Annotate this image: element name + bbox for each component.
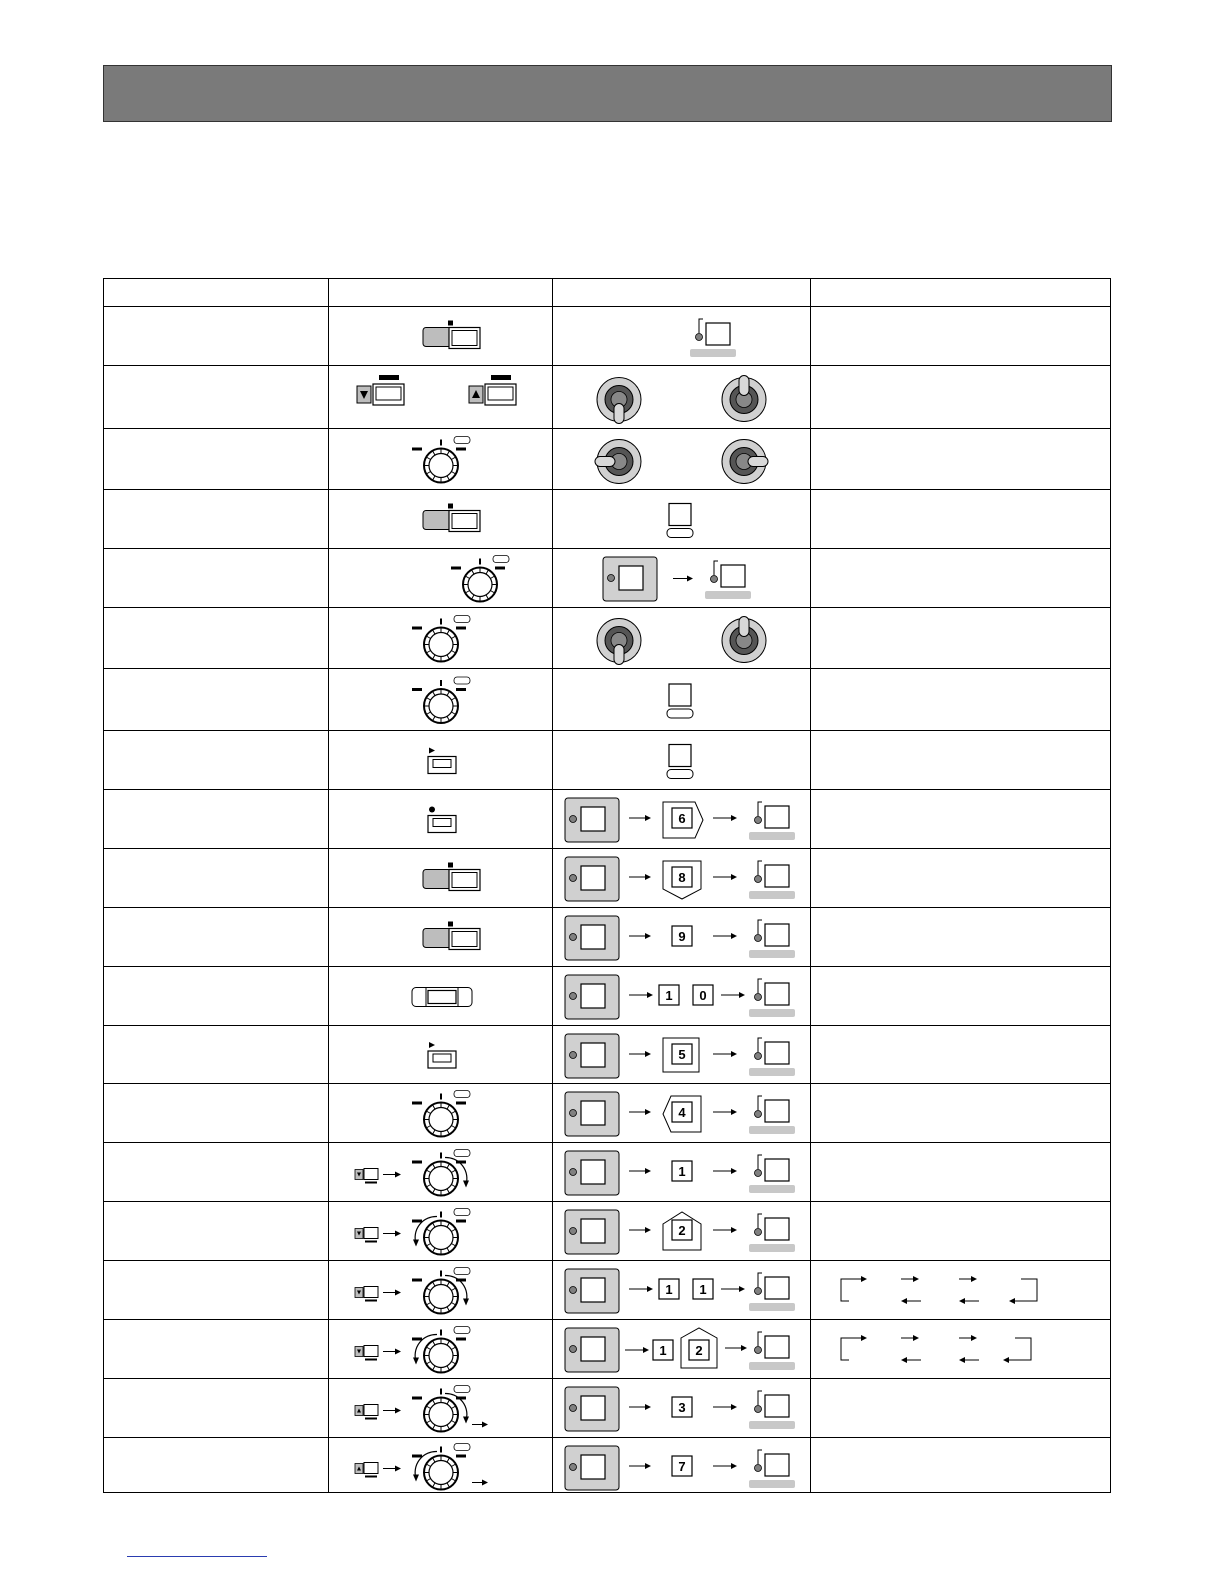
- control-cell: [329, 731, 552, 790]
- control-diagram: [329, 849, 552, 908]
- control-cell: [329, 366, 552, 429]
- table-row: [104, 1142, 1110, 1202]
- remarks-cell: [811, 1202, 1110, 1261]
- operation-label: [110, 967, 322, 1026]
- indicator-cell: [553, 1026, 810, 1084]
- jog-dial-icon: [412, 1327, 470, 1373]
- operation-table: [103, 278, 1111, 1493]
- panel-key-icon: [565, 916, 619, 960]
- indicator-cell: [553, 1261, 810, 1320]
- table-header-row: [104, 279, 1110, 306]
- indicator-cell: [553, 1143, 810, 1202]
- down-button-icon: [355, 1346, 401, 1361]
- jog-dial-icon: [451, 556, 509, 602]
- indicator-cell: [553, 849, 810, 908]
- remarks-cell: [811, 1379, 1110, 1438]
- button-sequence-diagram: [565, 1269, 795, 1313]
- jog-dial-icon: [412, 437, 470, 483]
- button-sequence-diagram: [565, 1328, 795, 1372]
- indicator-diagram: [553, 908, 810, 967]
- table-row: [104, 848, 1110, 908]
- control-cell: [329, 1320, 552, 1379]
- result-key-icon: [749, 802, 795, 840]
- jog-dial-icon: [412, 1150, 470, 1196]
- remarks-cell: [811, 1320, 1110, 1379]
- button-sequence-diagram: [565, 1387, 795, 1431]
- panel-key-icon: [565, 1446, 619, 1490]
- control-diagram: [329, 1261, 552, 1320]
- indicator-key-icon: [705, 561, 751, 599]
- control-diagram: [329, 1379, 552, 1438]
- remarks-cell: [811, 490, 1110, 549]
- digit-label: 4: [678, 1105, 686, 1120]
- control-diagram: [329, 1143, 552, 1202]
- table-row: [104, 428, 1110, 490]
- joystick-up-icon: [722, 617, 766, 663]
- digit-label: 0: [699, 988, 707, 1003]
- indicator-diagram: [553, 731, 810, 790]
- remarks-cell: [811, 608, 1110, 669]
- joystick-down-icon: [597, 619, 641, 665]
- operation-label: [110, 1438, 322, 1495]
- control-diagram: [329, 490, 552, 549]
- key-with-label-icon: [667, 684, 693, 718]
- indicator-cell: [553, 669, 810, 731]
- indicator-diagram: [553, 1026, 810, 1084]
- control-diagram: [329, 1026, 552, 1084]
- indicator-diagram: [553, 849, 810, 908]
- control-cell: [329, 429, 552, 490]
- operation-label: [110, 307, 322, 366]
- indicator-diagram: [553, 1261, 810, 1320]
- control-cell: [329, 908, 552, 967]
- remarks-cell: [811, 549, 1110, 608]
- remarks-cell: [811, 731, 1110, 790]
- stop-button-icon: [423, 863, 480, 891]
- result-key-icon: [749, 1155, 795, 1193]
- panel-key-icon: [565, 975, 619, 1019]
- panel-key-icon: [565, 1269, 619, 1313]
- indicator-cell: [553, 1379, 810, 1438]
- joystick-right-icon: [722, 440, 768, 484]
- indicator-diagram: [553, 366, 810, 429]
- indicator-diagram: [553, 1320, 810, 1379]
- digit-label: 6: [678, 811, 686, 826]
- cycle-diagram-icon: [841, 1276, 1037, 1304]
- result-key-icon: [749, 1332, 795, 1370]
- remarks-cell: [811, 307, 1110, 366]
- control-cell: [329, 608, 552, 669]
- table-row: [104, 306, 1110, 366]
- jog-dial-icon: [412, 677, 470, 723]
- table-row: [104, 668, 1110, 731]
- control-cell: [329, 790, 552, 849]
- indicator-cell: [553, 908, 810, 967]
- digit-label: 7: [678, 1459, 686, 1474]
- button-sequence-diagram: [565, 1034, 795, 1078]
- cycle-diagram: [811, 1261, 1110, 1320]
- table-row: [104, 365, 1110, 429]
- result-key-icon: [749, 1214, 795, 1252]
- control-cell: [329, 549, 552, 608]
- indicator-cell: [553, 790, 810, 849]
- control-diagram: [329, 608, 552, 669]
- digit-label: 3: [678, 1400, 686, 1415]
- control-diagram: [329, 908, 552, 967]
- button-sequence-diagram: [565, 1210, 795, 1254]
- table-row: [104, 1319, 1110, 1379]
- table-row: [104, 607, 1110, 669]
- stop-button-icon: [423, 321, 480, 349]
- digit-label: 1: [665, 1282, 673, 1297]
- panel-key-icon: [565, 1034, 619, 1078]
- table-row: [104, 730, 1110, 790]
- panel-key-icon: [565, 1092, 619, 1136]
- footer-link-underline: [127, 1556, 267, 1557]
- jog-dial-icon: [412, 1209, 470, 1255]
- indicator-diagram: [553, 669, 810, 731]
- operation-label: [110, 1143, 322, 1202]
- indicator-diagram: [553, 1379, 810, 1438]
- control-cell: [329, 967, 552, 1026]
- control-cell: [329, 1026, 552, 1084]
- panel-key-icon: [603, 557, 657, 601]
- remarks-cell: [811, 429, 1110, 490]
- control-diagram: [329, 1202, 552, 1261]
- result-key-icon: [749, 1450, 795, 1488]
- indicator-cell: [553, 366, 810, 429]
- indicator-cell: [553, 1202, 810, 1261]
- column-header: [814, 279, 1106, 306]
- remarks-cell: [811, 908, 1110, 967]
- control-diagram: [329, 967, 552, 1026]
- indicator-cell: [553, 608, 810, 669]
- down-button-icon: [355, 1287, 401, 1302]
- jog-dial-icon: [412, 1444, 470, 1490]
- operation-label: [110, 1320, 322, 1379]
- remarks-cell: [811, 1438, 1110, 1495]
- remarks-cell: [811, 1026, 1110, 1084]
- operation-label: [110, 1261, 322, 1320]
- table-row: [104, 1025, 1110, 1084]
- digit-label: 2: [695, 1343, 703, 1358]
- control-diagram: [329, 1084, 552, 1143]
- panel-key-icon: [565, 1328, 619, 1372]
- indicator-diagram: [553, 790, 810, 849]
- jog-dial-icon: [412, 616, 470, 662]
- control-cell: [329, 1379, 552, 1438]
- operation-label: [110, 366, 322, 429]
- indicator-cell: [553, 731, 810, 790]
- operation-label: [110, 669, 322, 731]
- column-header: [332, 279, 548, 306]
- table-row: [104, 1083, 1110, 1143]
- control-diagram: [329, 731, 552, 790]
- operation-label: [110, 790, 322, 849]
- down-button-icon: [355, 1228, 401, 1243]
- remarks-cell: [811, 849, 1110, 908]
- control-diagram: [329, 1438, 552, 1495]
- operation-label: [110, 1026, 322, 1084]
- indicator-diagram: [553, 429, 810, 490]
- panel-key-icon: [565, 857, 619, 901]
- button-sequence-diagram: [565, 916, 795, 960]
- indicator-diagram: [553, 549, 810, 608]
- control-cell: [329, 1143, 552, 1202]
- indicator-cell: [553, 307, 810, 366]
- control-diagram: [329, 307, 552, 366]
- operation-label: [110, 1379, 322, 1438]
- control-cell: [329, 1084, 552, 1143]
- remarks-cell: [811, 790, 1110, 849]
- control-cell: [329, 490, 552, 549]
- indicator-diagram: [553, 1438, 810, 1495]
- jog-dial-icon: [412, 1091, 470, 1137]
- result-key-icon: [749, 1096, 795, 1134]
- up-button-icon: [355, 1463, 401, 1478]
- play-button-icon: [428, 748, 456, 774]
- control-diagram: [329, 669, 552, 731]
- indicator-diagram: [553, 1202, 810, 1261]
- stop-button-icon: [423, 504, 480, 532]
- remarks-cell: [811, 669, 1110, 731]
- indicator-diagram: [553, 608, 810, 669]
- remarks-cell: [811, 967, 1110, 1026]
- digit-label: 8: [678, 870, 686, 885]
- result-key-icon: [749, 1273, 795, 1311]
- indicator-diagram: [553, 967, 810, 1026]
- control-cell: [329, 849, 552, 908]
- operation-label: [110, 731, 322, 790]
- button-sequence-diagram: [565, 857, 795, 901]
- panel-key-icon: [565, 1210, 619, 1254]
- button-sequence-diagram: [565, 1092, 795, 1136]
- indicator-cell: [553, 429, 810, 490]
- table-row: [104, 489, 1110, 549]
- down-button-icon: [355, 1169, 401, 1184]
- digit-label: 5: [678, 1047, 686, 1062]
- operation-label: [110, 608, 322, 669]
- operation-label: [110, 1084, 322, 1143]
- indicator-diagram: [553, 307, 810, 366]
- result-key-icon: [749, 1391, 795, 1429]
- button-sequence-diagram: [565, 1446, 795, 1490]
- control-diagram: [329, 366, 552, 429]
- frame-buttons-icon: [357, 375, 516, 405]
- table-row: [104, 548, 1110, 608]
- operation-label: [110, 849, 322, 908]
- remarks-cell: [811, 1261, 1110, 1320]
- up-button-icon: [355, 1405, 401, 1420]
- table-row: [104, 789, 1110, 849]
- panel-key-icon: [565, 1151, 619, 1195]
- cycle-diagram: [811, 1320, 1110, 1379]
- indicator-key-icon: [690, 319, 736, 357]
- key-with-label-icon: [667, 745, 693, 779]
- indicator-diagram: [553, 1143, 810, 1202]
- indicator-cell: [553, 1320, 810, 1379]
- operation-label: [110, 429, 322, 490]
- operation-label: [110, 490, 322, 549]
- column-header: [108, 279, 324, 306]
- indicator-cell: [553, 967, 810, 1026]
- joystick-left-icon: [595, 440, 641, 484]
- result-key-icon: [749, 979, 795, 1017]
- remarks-cell: [811, 1084, 1110, 1143]
- result-key-icon: [749, 861, 795, 899]
- control-cell: [329, 307, 552, 366]
- indicator-diagram: [553, 1084, 810, 1143]
- table-row: [104, 1260, 1110, 1320]
- digit-label: 2: [678, 1223, 686, 1238]
- result-key-icon: [749, 1038, 795, 1076]
- jog-dial-icon: [412, 1386, 470, 1432]
- result-key-icon: [749, 920, 795, 958]
- table-row: [104, 1378, 1110, 1438]
- remarks-cell: [811, 366, 1110, 429]
- control-cell: [329, 1202, 552, 1261]
- operation-label: [110, 549, 322, 608]
- stop-button-icon: [423, 922, 480, 950]
- control-cell: [329, 669, 552, 731]
- indicator-diagram: [553, 490, 810, 549]
- operation-label: [110, 908, 322, 967]
- panel-key-icon: [565, 798, 619, 842]
- play-button-icon: [428, 1042, 456, 1068]
- table-row: [104, 907, 1110, 967]
- key-with-label-icon: [667, 504, 693, 538]
- control-cell: [329, 1438, 552, 1495]
- digit-label: 9: [678, 929, 686, 944]
- panel-key-icon: [565, 1387, 619, 1431]
- digit-label: 1: [678, 1164, 686, 1179]
- joystick-up-icon: [722, 376, 766, 422]
- joystick-down-icon: [597, 378, 641, 424]
- jog-dial-icon: [412, 1268, 470, 1314]
- indicator-cell: [553, 1084, 810, 1143]
- indicator-cell: [553, 549, 810, 608]
- control-diagram: [329, 1320, 552, 1379]
- operation-label: [110, 1202, 322, 1261]
- rec-button-icon: [428, 807, 456, 833]
- column-header: [556, 279, 806, 306]
- button-sequence-diagram: [565, 1151, 795, 1195]
- cycle-diagram-icon: [841, 1335, 1031, 1363]
- control-diagram: [329, 429, 552, 490]
- remarks-cell: [811, 1143, 1110, 1202]
- digit-label: 1: [665, 988, 673, 1003]
- button-sequence-diagram: [565, 798, 795, 842]
- digit-label: 1: [659, 1343, 667, 1358]
- wide-button-icon: [412, 988, 472, 1007]
- table-row: [104, 1437, 1110, 1495]
- table-row: [104, 966, 1110, 1026]
- button-sequence-diagram: [565, 975, 795, 1019]
- indicator-cell: [553, 490, 810, 549]
- control-cell: [329, 1261, 552, 1320]
- digit-label: 1: [699, 1282, 707, 1297]
- control-diagram: [329, 549, 552, 608]
- indicator-cell: [553, 1438, 810, 1495]
- table-row: [104, 1201, 1110, 1261]
- control-diagram: [329, 790, 552, 849]
- section-header-bar: [103, 65, 1112, 122]
